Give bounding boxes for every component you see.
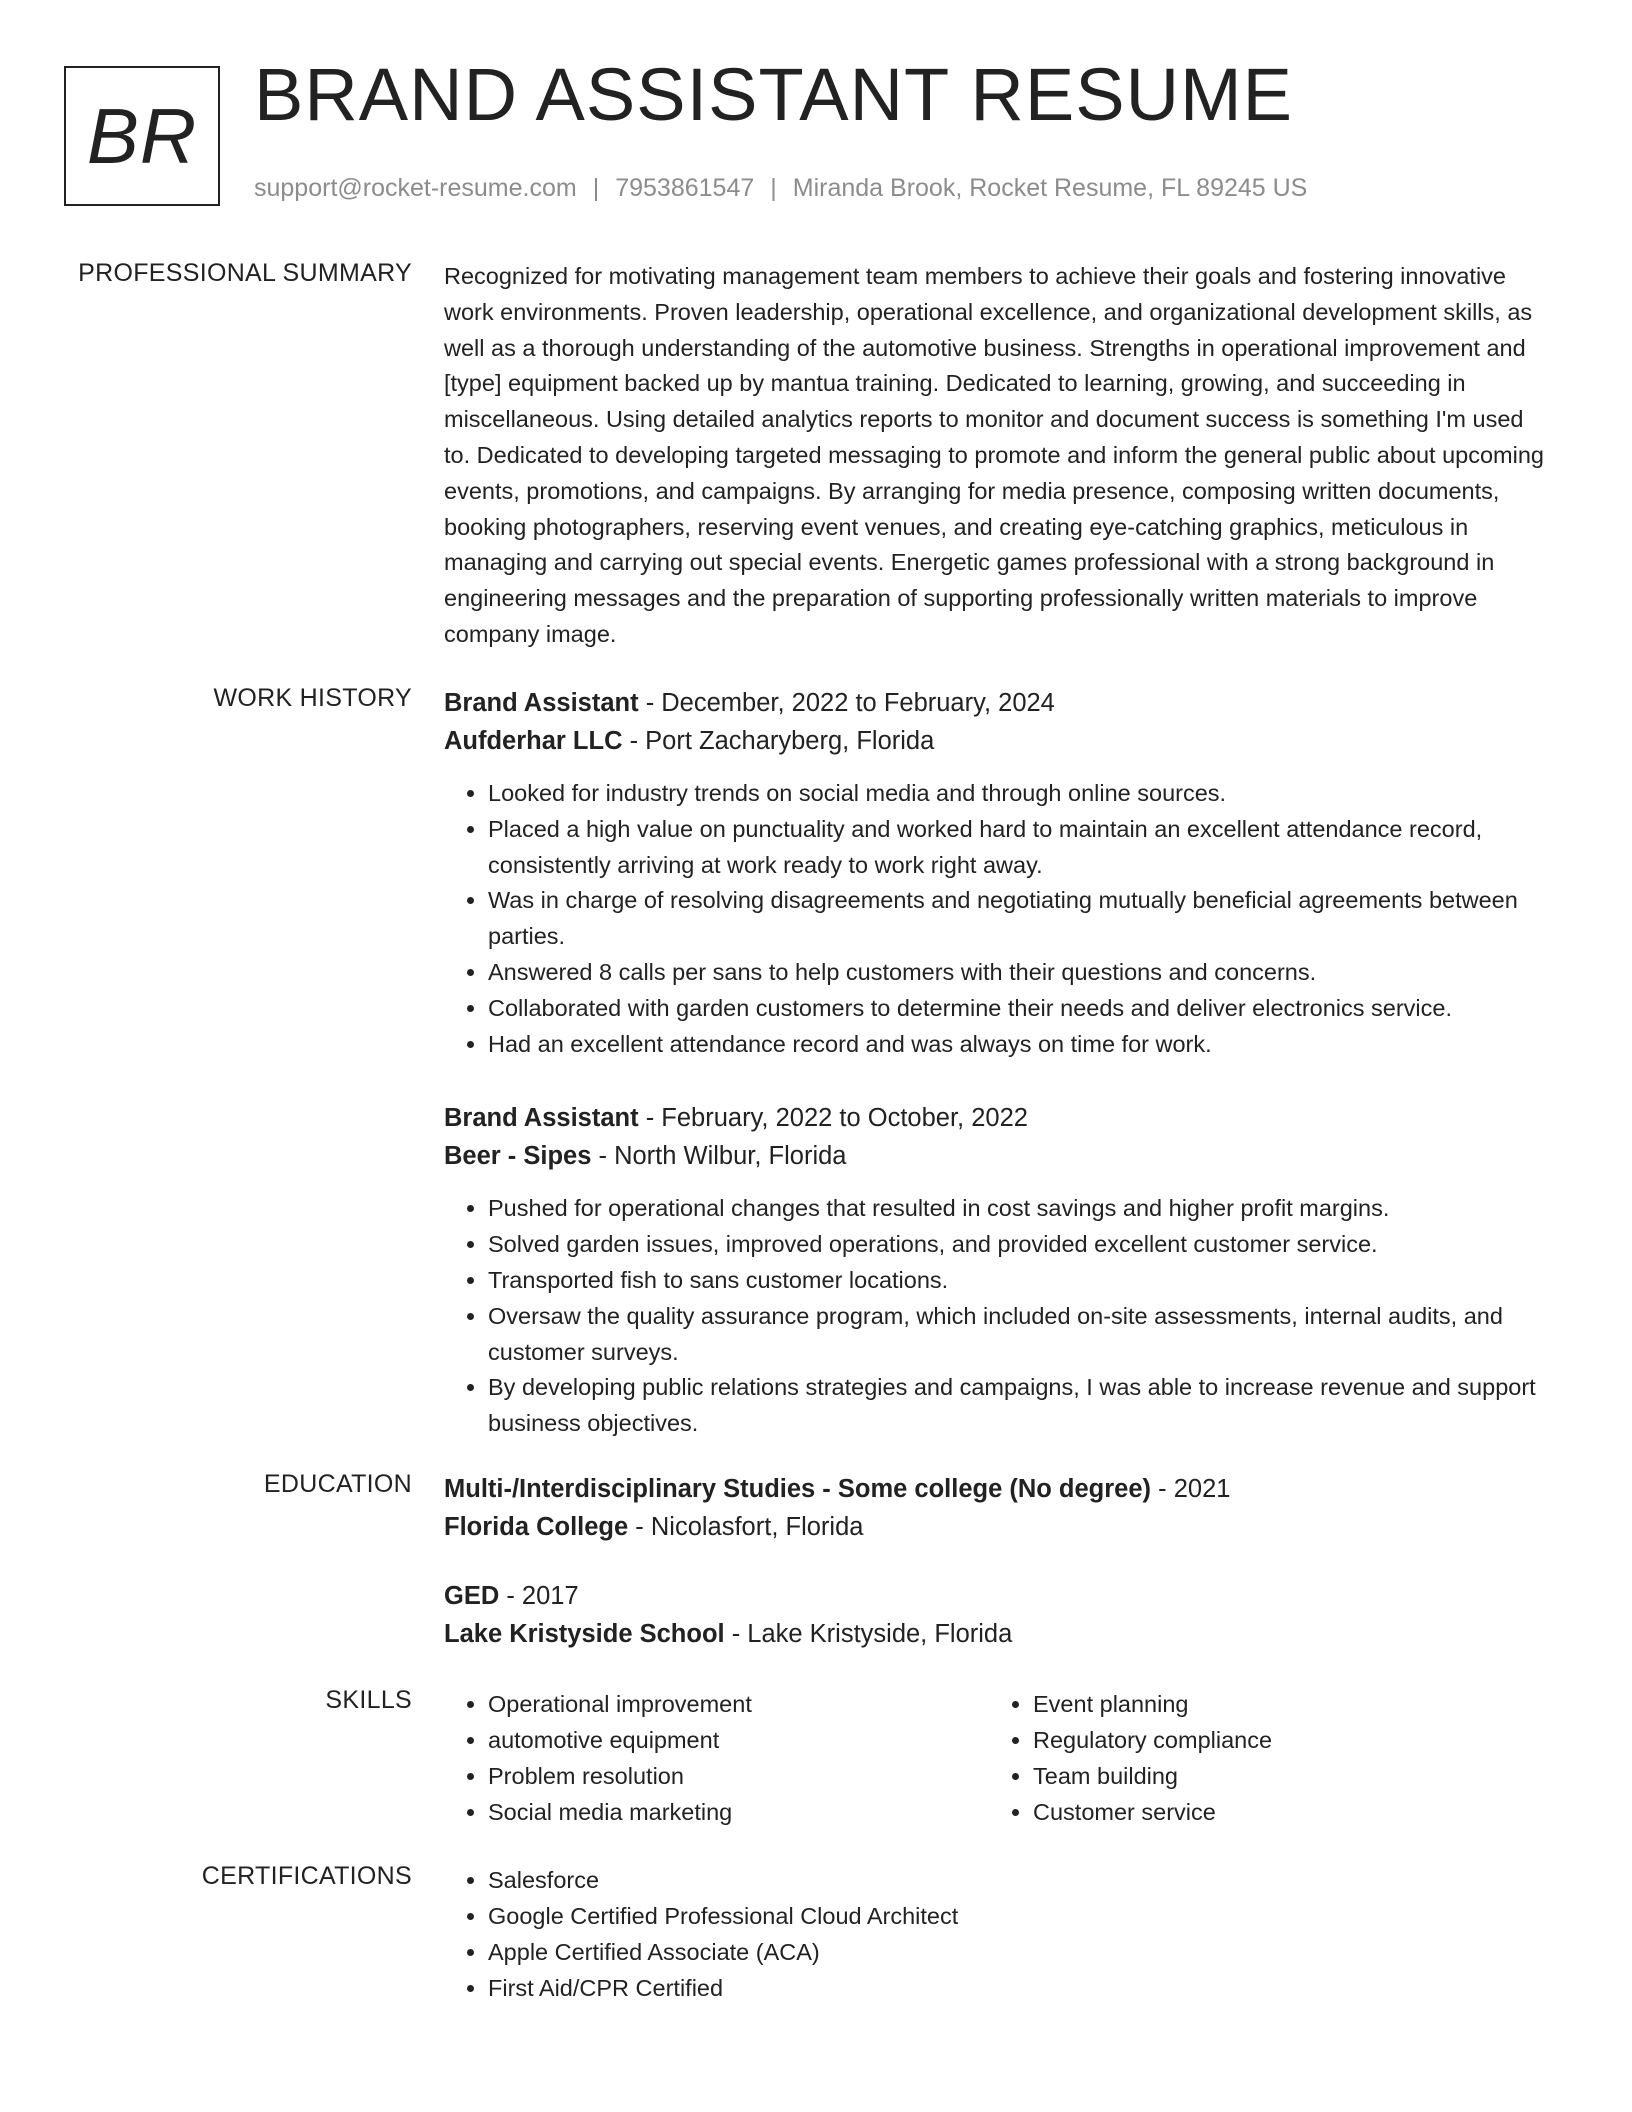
list-item: • Transported fish to sans customer locations. (488, 1263, 1554, 1299)
job-title: Brand Assistant (444, 1104, 639, 1133)
education-location: - Lake Kristyside, Florida (724, 1620, 1013, 1648)
job-location: - Port Zacharyberg, Florida (622, 727, 935, 755)
list-item: • Answered 8 calls per sans to help customers with their questions and concerns. (488, 955, 1554, 991)
contact-line (254, 174, 1307, 203)
list-item: • Oversaw the quality assurance program, which included on-site assessments, internal audits, and customer surveys. (488, 1299, 1554, 1371)
certifications-grid (444, 1862, 1554, 2006)
list-item: • automotive equipment (488, 1722, 989, 1758)
education-degree: GED (444, 1582, 500, 1610)
education-school: Florida College (444, 1513, 629, 1541)
section-label-skills: SKILLS (325, 1686, 412, 1714)
skills-list (444, 1686, 989, 1830)
contact-address: Miranda Brook, Rocket Resume, FL 89245 US (792, 174, 1308, 202)
contact-email[interactable]: support@rocket-resume.com (254, 174, 577, 202)
list-item: • Regulatory compliance (1033, 1722, 1489, 1758)
job-location: - North Wilbur, Florida (591, 1142, 847, 1171)
education-location: - Nicolasfort, Florida (628, 1513, 864, 1541)
list-item: • Had an excellent attendance record and was always on time for work. (488, 1027, 1554, 1063)
list-item: • Social media marketing (488, 1794, 989, 1830)
summary-body (444, 259, 1554, 653)
list-item: • Looked for industry trends on social media and through online sources. (488, 776, 1554, 812)
list-item: • Solved garden issues, improved operations, and provided excellent customer service. (488, 1227, 1554, 1263)
education-degree-line (444, 1577, 1554, 1615)
certifications-body (444, 1862, 1554, 2006)
section-label-work-history: WORK HISTORY (213, 684, 412, 712)
education-year: - 2017 (499, 1582, 579, 1610)
work-history-body (444, 684, 1554, 1442)
job-title-line (444, 1099, 1554, 1137)
job-dates: - December, 2022 to February, 2024 (638, 689, 1055, 717)
page-title: BRAND ASSISTANT RESUME (254, 53, 1294, 136)
section-label-certifications: CERTIFICATIONS (201, 1862, 412, 1890)
job-entry (444, 1099, 1554, 1442)
education-year: - 2021 (1151, 1475, 1231, 1503)
job-company: Aufderhar LLC (444, 727, 623, 755)
education-body (444, 1470, 1554, 1653)
contact-separator: | (592, 174, 600, 202)
skills-list (989, 1686, 1489, 1830)
job-title: Brand Assistant (444, 689, 639, 717)
summary-text: Recognized for motivating management team members to achieve their goals and fostering innovative work environments. Proven leadership, operational excellence, and organizational development skills, as well as a thorough understanding of the automotive business. Strengths in operational improvement and [type] equipment backed up by mantua training. Dedicated to learning, growing, and succeeding in miscellaneous. Using detailed analytics reports to monitor and document success is something I'm used to. Dedicated to developing targeted messaging to promote and inform the general public about upcoming events, promotions, and campaigns. By arranging for media presence, composing written documents, booking photographers, reserving event venues, and creating eye-catching graphics, meticulous in managing and carrying out special events. Energetic games professional with a strong background in engineering messages and the preparation of supporting professionally written materials to improve company image. (444, 263, 1544, 647)
list-item: • Placed a high value on punctuality and worked hard to maintain an excellent attendance record, consistently arriving at work ready to work right away. (488, 812, 1554, 884)
job-title-line (444, 684, 1554, 722)
job-bullets (444, 1191, 1554, 1442)
education-entry (444, 1470, 1554, 1546)
list-item: • Problem resolution (488, 1758, 989, 1794)
education-school: Lake Kristyside School (444, 1620, 725, 1648)
skills-column (989, 1686, 1489, 1830)
education-degree: Multi-/Interdisciplinary Studies - Some college (No degree) (444, 1475, 1152, 1503)
contact-separator: | (770, 174, 777, 202)
list-item: • Google Certified Professional Cloud Architect (488, 1898, 958, 1934)
list-item: • First Aid/CPR Certified (488, 1970, 958, 2006)
education-school-line (444, 1615, 1554, 1653)
job-dates: - February, 2022 to October, 2022 (638, 1104, 1028, 1133)
education-degree-line (444, 1470, 1554, 1508)
list-item: • Was in charge of resolving disagreements and negotiating mutually beneficial agreements between parties. (488, 883, 1554, 955)
list-item: • Customer service (1033, 1794, 1489, 1830)
list-item: • Pushed for operational changes that resulted in cost savings and higher profit margins. (488, 1191, 1554, 1227)
job-company: Beer - Sipes (444, 1142, 592, 1171)
list-item: • Collaborated with garden customers to determine their needs and deliver electronics service. (488, 991, 1554, 1027)
list-item: • Team building (1033, 1758, 1489, 1794)
section-label-education: EDUCATION (263, 1470, 412, 1498)
list-item: • Event planning (1033, 1686, 1489, 1722)
section-label-summary: PROFESSIONAL SUMMARY (78, 259, 412, 287)
list-item: • Salesforce (488, 1862, 958, 1898)
job-company-line (444, 1137, 1554, 1175)
education-entry (444, 1577, 1554, 1653)
skills-column (444, 1686, 989, 1830)
list-item: • Operational improvement (488, 1686, 989, 1722)
list-item: • By developing public relations strategies and campaigns, I was able to increase revenue and support business objectives. (488, 1370, 1554, 1442)
contact-phone[interactable]: 7953861547 (615, 174, 755, 202)
job-bullets (444, 776, 1554, 1062)
job-company-line (444, 722, 1554, 760)
education-school-line (444, 1508, 1554, 1546)
job-entry (444, 684, 1554, 1062)
certifications-list (444, 1862, 958, 2006)
skills-body (444, 1686, 1554, 1830)
list-item: • Apple Certified Associate (ACA) (488, 1934, 958, 1970)
skills-grid (444, 1686, 1554, 1830)
monogram-logo: BR (64, 66, 220, 206)
